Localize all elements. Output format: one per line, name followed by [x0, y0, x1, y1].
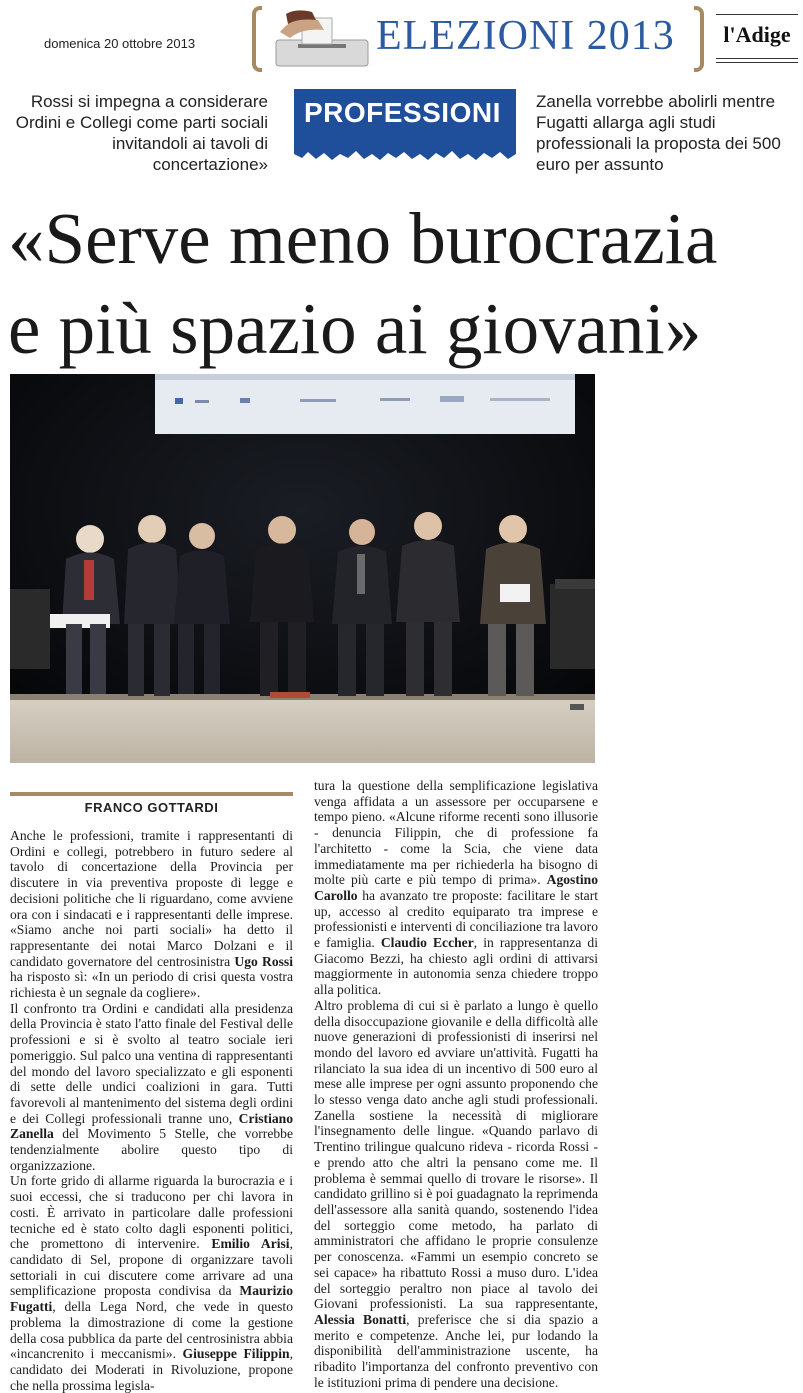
article-text: Anche le professioni, tramite i rappresentanti di Ordini e collegi, potrebbero in futuro sedere al tavolo di concertazione della Provincia per discutere in via preventiva proposte di legge e decisioni politiche che li riguardano, come avviene ora con i sindacati e i rappresentanti delle imprese. «Siamo anche noi parti sociali» ha detto il rappresentante dei notai Marco Dolzani e il candidato governatore del centrosinistra	[10, 828, 293, 969]
ballot-box-icon	[272, 8, 372, 70]
newspaper-masthead: l'Adige	[723, 22, 791, 47]
banner-bracket-left	[252, 6, 262, 72]
article-text: Altro problema di cui si è parlato a lungo è quello della disoccupazione giovanile e della difficoltà alle nuove generazioni di professionisti di inserirsi nel mondo del lavoro ed avviare un'attività. Fugatti ha rilanciato la sua idea di un incentivo di 500 euro al mese alle imprese per ogni assunto proponendo che lo stesso venga dato anche agli studi professionali. Zanella sostiene la necessità di migliorare l'insegnamento delle lingue. «Quando parlavo di Trentino trilingue qualcuno rideva - ricorda Rossi - e prendo atto che altri la pensano come me. Il problema è semmai quello di trovare le risorse». Il candidato grillino si è poi guadagnato la reprimenda dell'assessore alla sanità quando, sostenendo l'idea del sorteggio come metodo, ha parlato di amministratori che affidano le proprie consulenze per conoscenza. «Fammi un esempio concreto se sei capace» ha ribattuto Rossi a muso duro. L'idea del sorteggio peraltro non piace al tavolo dei Giovani professionisti. La sua rappresentante,	[314, 997, 598, 1312]
person-name: Claudio Eccher	[380, 935, 474, 951]
article-text: ha avanzato tre proposte: facilitare le start up, accesso al credito equiparato tra imprese e professionisti e interventi di conciliazione tra lavoro e famiglia.	[314, 887, 598, 951]
section-label: PROFESSIONI	[304, 97, 501, 128]
deck-right: Zanella vorrebbe abolirli mentre Fugatti allarga agli studi professionali la proposta dei 500 euro per assunto	[536, 92, 781, 174]
article-paragraph	[10, 1173, 293, 1393]
article-paragraph	[314, 778, 598, 998]
person-name: Cristiano Zanella	[10, 1110, 293, 1142]
article-text: , candidato dei Moderati in Rivoluzione, propone che nella prossima legisla-	[10, 1346, 293, 1393]
person-name: Agostino Carollo	[314, 872, 598, 903]
article-paragraph	[10, 1001, 293, 1174]
article-column-2	[314, 778, 598, 1390]
article-column-1	[10, 828, 293, 1393]
article-text: , in rappresentanza di Giacomo Bezzi, ha chiesto agli ordini di attivarsi maggiormente in autonomia senza chiedere troppo alla politica.	[314, 935, 598, 998]
person-name: Giuseppe Filippin	[182, 1346, 290, 1362]
person-name: Maurizio Fugatti	[10, 1283, 293, 1315]
article-text: , della Lega Nord, che vede in questo problema la dimostrazione di come la gestione della cosa pubblica da parte del centrosinistra abbia «incancrenito i meccanismi».	[10, 1299, 293, 1362]
article-text: del Movimento 5 Stelle, che vorrebbe tendenzialmente abolire questo tipo di organizzazione.	[10, 1126, 293, 1173]
masthead-rule-bottom	[716, 58, 798, 59]
person-name: Alessia Bonatti	[314, 1311, 407, 1327]
election-title: ELEZIONI 2013	[376, 13, 675, 59]
headline	[8, 194, 798, 374]
article-text: ha risposto sì: «In un periodo di crisi questa vostra richiesta è un segnale da cogliere».	[10, 969, 293, 1001]
article-paragraph	[10, 828, 293, 1001]
byline: FRANCO GOTTARDI	[84, 800, 219, 815]
section-label-box	[294, 89, 516, 164]
publication-date: domenica 20 ottobre 2013	[44, 36, 196, 51]
article-text: tura la questione della semplificazione legislativa venga affidata a un assessore per occuparsene e tempo pieno. «Alcune riforme recenti sono illusorie - denuncia Filippin, che di professione fa l'architetto - come la Scia, che viene data immediatamente ma per richiederla ha bisogno di molte più carte e più tempo di prima».	[314, 778, 598, 888]
masthead-rule-top	[716, 14, 798, 15]
torn-edge-decoration	[294, 148, 516, 164]
event-photo	[10, 374, 595, 763]
article-paragraph	[314, 998, 598, 1391]
person-name: Ugo Rossi	[234, 953, 293, 969]
article-text: Il confronto tra Ordini e candidati alla presidenza della Provincia è stato l'atto finale del Festival delle professioni e si è svolto al teatro sociale ieri pomeriggio. Sul palco una ventina di rappresentanti del mondo del lavoro specializzato e gli esponenti di sette delle undici coalizioni in gara. Tutti favorevoli al mantenimento del sistema degli ordini e dei Collegi professionali tranne uno,	[10, 1000, 293, 1126]
article-text: , candidato di Sel, propone di organizzare tavoli settoriali in cui discutere come arrivare ad una semplificazione proposta condivisa da	[10, 1236, 293, 1299]
masthead-rule-bottom-2	[716, 62, 798, 63]
headline-line-2: e più spazio ai giovani»	[8, 288, 702, 369]
person-name: Emilio Arisi	[211, 1236, 290, 1252]
election-banner	[252, 6, 704, 72]
banner-bracket-right	[694, 6, 704, 72]
article-text: , preferisce che si dia spazio a merito e competenze. Anche lei, pur lodando la disponibilità dell'amministrazione uscente, ha ribadito l'importanza del confronto preventivo con le istituzioni prima di pendere una decisione.	[314, 1311, 598, 1390]
deck-left: Rossi si impegna a considerare Ordini e Collegi come parti sociali invitandoli ai tavoli di concertazione»	[15, 92, 268, 174]
headline-line-1: «Serve meno burocrazia	[8, 198, 718, 279]
byline-rule	[10, 792, 293, 796]
article-text: Un forte grido di allarme riguarda la burocrazia e i suoi eccessi, che si traducono per chi lavora in costi. È arrivato in particolare dalle professioni tecniche ed è stato colto dagli esponenti politici, che promettono di intervenire.	[10, 1173, 293, 1252]
